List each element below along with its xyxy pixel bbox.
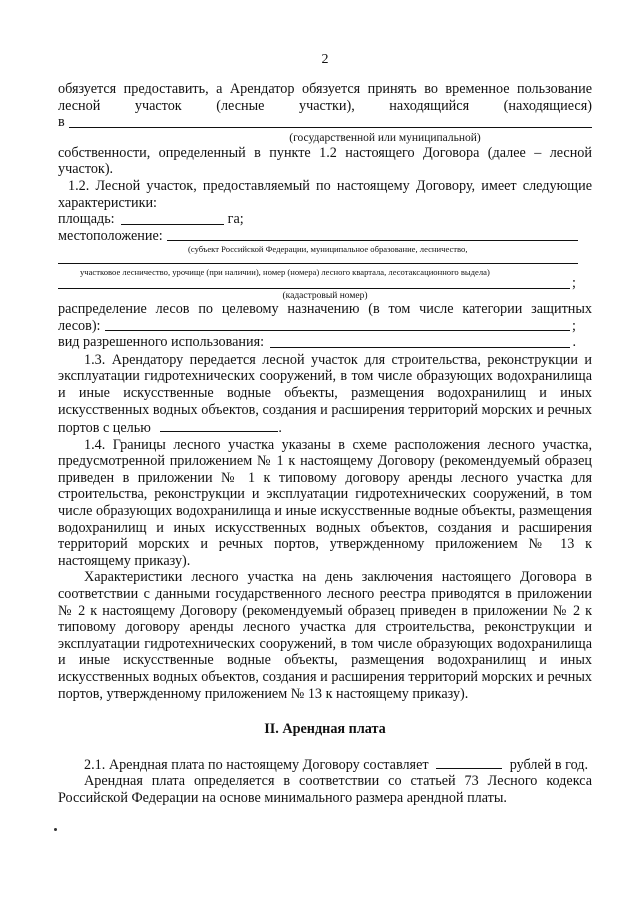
cadastral-blank[interactable]	[58, 276, 570, 289]
distribution-semicolon: ;	[572, 317, 576, 334]
p1-word: (находящиеся)	[503, 97, 592, 114]
p1-word: лесной	[58, 97, 101, 114]
location-caption-2: участковое лесничество, урочище (при наличии), номер (номера) лесного квартала, лесотаксационного выдела)	[80, 267, 490, 278]
ownership-prefix: в	[58, 114, 65, 131]
section-2-heading: II. Арендная плата	[264, 721, 386, 738]
p1-line2	[58, 98, 592, 115]
section-1-2-intro: 1.2. Лесной участок, предоставляемый по настоящему Договору, имеет следующие характеристики:	[58, 177, 592, 211]
rent-paragraph: Арендная плата определяется в соответствии со статьей 73 Лесного кодекса Российской Федерации на основе минимального размера арендной платы.	[58, 773, 592, 806]
area-blank[interactable]	[121, 212, 224, 225]
document-body	[58, 81, 592, 807]
characteristics-paragraph: Характеристики лесного участка на день заключения настоящего Договора в соответствии с данными государственного лесного реестра приводятся в приложении № 2 к настоящему Договору (рекомендуемый образец приведен в приложении № 2 к типовому договору аренды лесного участка для строительства, реконструкции и эксплуатации гидротехнических сооружений, в том числе образующих водохранилища и иные искусственные водные объекты, размещения водохранилищ и иных искусственных водных объектов, создания и расширения территорий морских и речных портов, утвержденному приложением № 13 к настоящему приказу).	[58, 569, 592, 702]
location-row	[58, 228, 592, 245]
page-number: 2	[321, 52, 329, 67]
location-blank-2[interactable]	[58, 263, 578, 264]
purpose-blank[interactable]	[160, 418, 278, 432]
p1-line1: обязуется предоставить, а Арендатор обязуется принять во временное пользование	[58, 81, 592, 97]
ownership-row	[58, 114, 592, 131]
cadastral-semicolon: ;	[572, 275, 576, 292]
section-2-1-suffix: рублей в год.	[509, 756, 589, 773]
p1-word: находящийся	[389, 97, 470, 114]
distribution-line1: распределение лесов по целевому назначению (в том числе категории защитных	[58, 300, 592, 317]
section-1-3-text: 1.3. Арендатору передается лесной участок для строительства, реконструкции и эксплуатации гидротехнических сооружений, в том числе образующих водохранилища и иные искусственные водные объекты, размещения водохранилищ и иных искусственных водных объектов, создания и расширения территорий морских и речных портов с целью	[58, 351, 592, 437]
area-label: площадь:	[58, 211, 115, 228]
p1-continuation: собственности, определенный в пункте 1.2 настоящего Договора (далее – лесной участок).	[58, 144, 592, 178]
location-label: местоположение:	[58, 227, 163, 244]
p1-word: участок	[134, 97, 182, 114]
use-blank[interactable]	[270, 335, 570, 348]
p1-word: участки),	[298, 97, 355, 114]
use-period: .	[572, 334, 576, 351]
location-blank[interactable]	[167, 228, 578, 241]
cadastral-row	[58, 275, 592, 292]
section-1-3-end: .	[278, 420, 282, 437]
location-caption-1: (субъект Российской Федерации, муниципальное образование, лесничество,	[188, 244, 468, 255]
ownership-caption: (государственной или муниципальной)	[289, 131, 481, 144]
cadastral-caption: (кадастровый номер)	[282, 290, 368, 301]
ownership-blank[interactable]	[69, 115, 592, 128]
distribution-blank[interactable]	[105, 318, 571, 331]
p1-word: (лесные	[216, 97, 265, 114]
distribution-label: лесов):	[58, 317, 101, 334]
use-row	[58, 334, 592, 351]
distribution-row	[58, 318, 592, 335]
area-row	[58, 211, 592, 228]
section-1-3	[58, 352, 592, 437]
scan-speck	[54, 828, 57, 831]
area-unit: га;	[227, 211, 244, 228]
section-2-1	[58, 755, 592, 774]
section-2-1-prefix: 2.1. Арендная плата по настоящему Договору составляет	[84, 756, 429, 773]
use-label: вид разрешенного использования:	[58, 334, 265, 351]
rent-amount-blank[interactable]	[436, 755, 502, 769]
section-1-4: 1.4. Границы лесного участка указаны в схеме расположения лесного участка, предусмотренной приложением № 1 к настоящему Договору (рекомендуемый образец приведен в приложении № 1 к типовому договору аренды лесного участка для строительства, реконструкции и эксплуатации гидротехнических сооружений, в том числе образующих водохранилища и иные искусственные водные объекты, размещения водохранилищ и иных искусственных водных объектов, создания и расширения территорий морских и речных портов, утвержденному приложением № 13 к настоящему приказу).	[58, 436, 592, 569]
